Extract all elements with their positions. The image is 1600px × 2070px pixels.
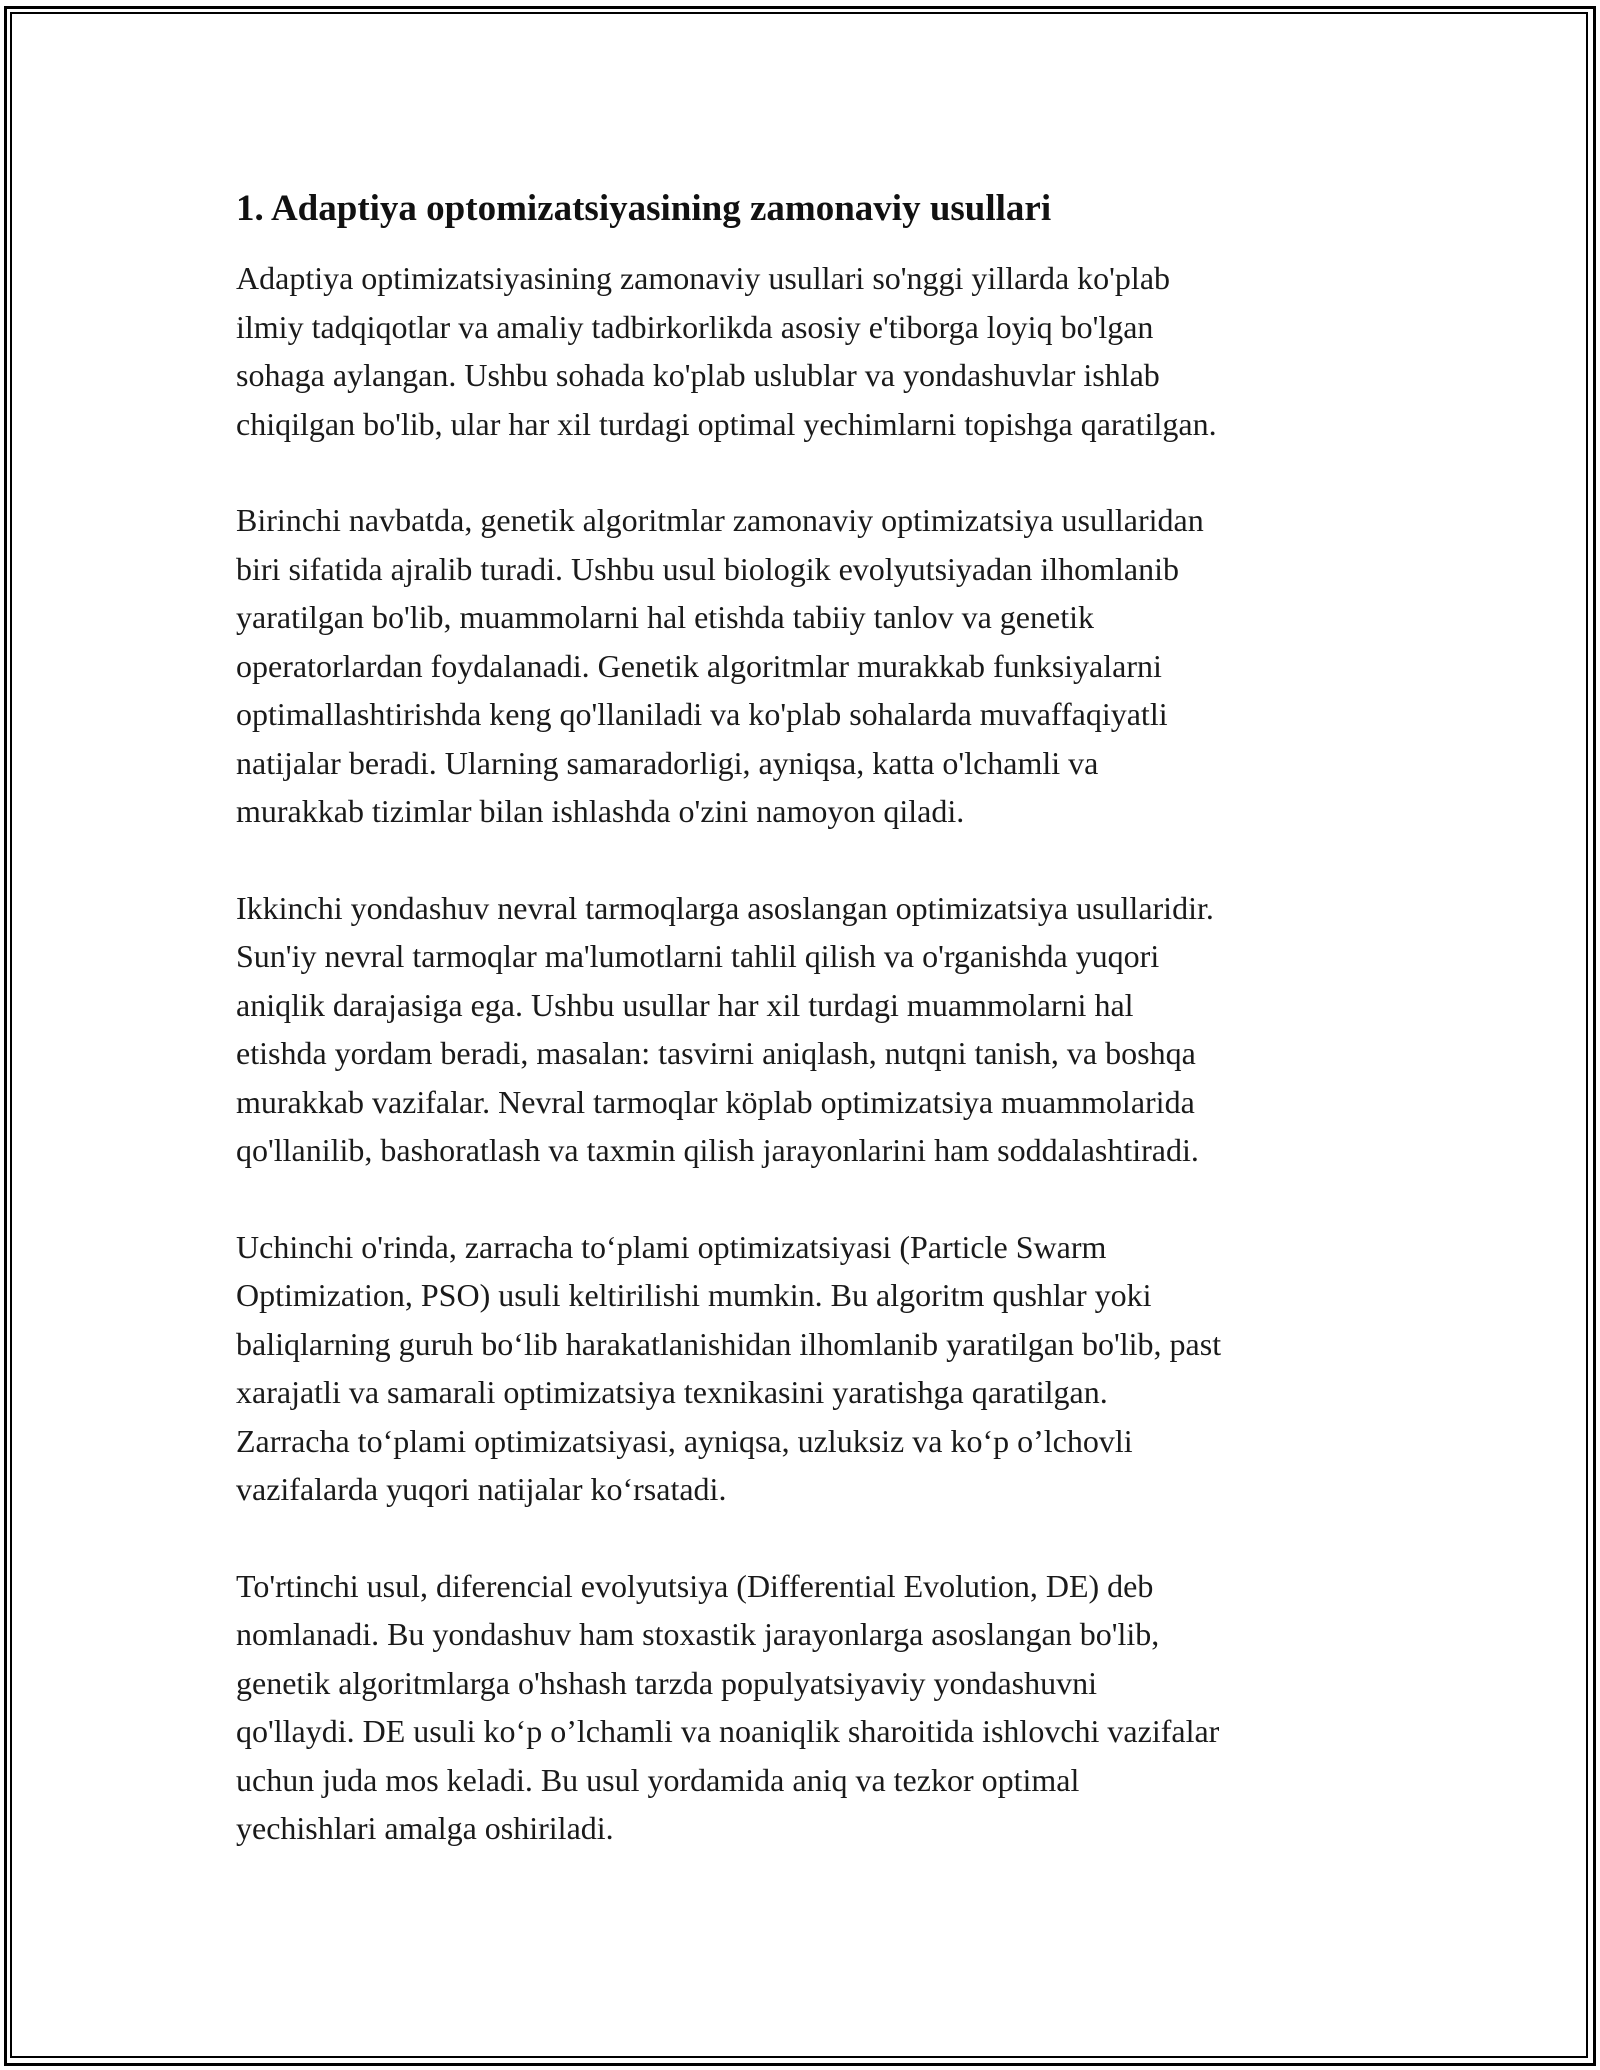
text-line: Optimization, PSO) usuli keltirilishi mumkin. Bu algoritm qushlar yoki	[236, 1277, 1152, 1313]
text-line: Sun'iy nevral tarmoqlar ma'lumotlarni tahlil qilish va o'rganishda yuqori	[236, 938, 1160, 974]
text-line: Uchinchi o'rinda, zarracha to‘plami optimizatsiyasi (Particle Swarm	[236, 1228, 1107, 1265]
text-line: yaratilgan bo'lib, muammolarni hal etishda tabiiy tanlov va genetik	[236, 599, 1094, 635]
text-line: ilmiy tadqiqotlar va amaliy tadbirkorlikda asosiy e'tiborga loyiq bo'lgan	[236, 308, 1154, 345]
text-line: biri sifatida ajralib turadi. Ushbu usul biologik evolyutsiyadan ilhomlanib	[236, 550, 1179, 587]
paragraph	[236, 496, 1368, 836]
text-line: natijalar beradi. Ularning samaradorligi, ayniqsa, katta o'lchamli va	[236, 744, 1099, 781]
text-line: qo'llaydi. DE usuli ko‘p o’lchamli va noaniqlik sharoitida ishlovchi vazifalar	[236, 1713, 1220, 1749]
text-line: nomlanadi. Bu yondashuv ham stoxastik jarayonlarga asoslangan bo'lib,	[236, 1616, 1160, 1652]
text-line: optimallashtirishda keng qo'llaniladi va ko'plab sohalarda muvaffaqiyatli	[236, 696, 1168, 732]
document-body	[236, 186, 1368, 1901]
section-heading: 1. Adaptiya optomizatsiyasining zamonaviy usullari	[236, 188, 1052, 229]
text-line: etishda yordam beradi, masalan: tasvirni aniqlash, nutqni tanish, va boshqa	[236, 1035, 1196, 1071]
text-line: chiqilgan bo'lib, ular har xil turdagi optimal yechimlarni topishga qaratilgan.	[236, 405, 1217, 442]
text-line: genetik algoritmlarga o'hshash tarzda populyatsiyaviy yondashuvni	[236, 1664, 1097, 1701]
text-line: Birinchi navbatda, genetik algoritmlar zamonaviy optimizatsiya usullaridan	[236, 502, 1204, 538]
text-line: Ikkinchi yondashuv nevral tarmoqlarga asoslangan optimizatsiya usullaridir.	[236, 889, 1214, 926]
paragraph	[236, 254, 1368, 448]
text-line: To'rtinchi usul, diferencial evolyutsiya (Differential Evolution, DE) deb	[236, 1567, 1154, 1604]
text-line: uchun juda mos keladi. Bu usul yordamida aniq va tezkor optimal	[236, 1761, 1080, 1798]
text-line: qo'llanilib, bashoratlash va taxmin qilish jarayonlarini ham soddalashtiradi.	[236, 1132, 1199, 1168]
text-line: operatorlardan foydalanadi. Genetik algoritmlar murakkab funksiyalarni	[236, 647, 1162, 684]
text-line: aniqlik darajasiga ega. Ushbu usullar har xil turdagi muammolarni hal	[236, 986, 1134, 1023]
text-line: Adaptiya optimizatsiyasining zamonaviy usullari so'nggi yillarda ko'plab	[236, 260, 1171, 296]
paragraph	[236, 1223, 1368, 1514]
paragraph-list	[236, 254, 1368, 1853]
text-line: vazifalarda yuqori natijalar ko‘rsatadi.	[236, 1471, 727, 1507]
text-line: xarajatli va samarali optimizatsiya texnikasini yaratishga qaratilgan.	[236, 1374, 1108, 1410]
paragraph	[236, 884, 1368, 1175]
text-line: murakkab tizimlar bilan ishlashda o'zini namoyon qiladi.	[236, 793, 965, 829]
text-line: murakkab vazifalar. Nevral tarmoqlar köplab optimizatsiya muammolarida	[236, 1083, 1195, 1120]
text-line: baliqlarning guruh bo‘lib harakatlanishidan ilhomlanib yaratilgan bo'lib, past	[236, 1325, 1222, 1362]
text-line: Zarracha to‘plami optimizatsiyasi, ayniqsa, uzluksiz va ko‘p o’lchovli	[236, 1422, 1133, 1459]
text-line: sohaga aylangan. Ushbu sohada ko'plab uslublar va yondashuvlar ishlab	[236, 357, 1160, 393]
text-line: yechishlari amalga oshiriladi.	[236, 1810, 614, 1846]
paragraph	[236, 1562, 1368, 1853]
